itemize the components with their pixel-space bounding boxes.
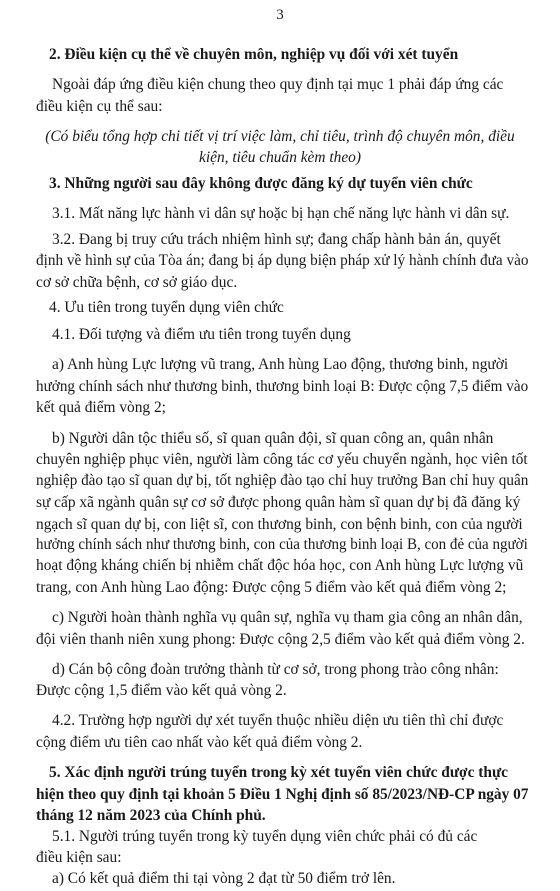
italic-note-line: kiện, tiêu chuẩn kèm theo)	[199, 149, 361, 166]
heading-section-4: 4. Ưu tiên trong tuyển dụng viên chức	[49, 299, 284, 317]
paragraph-line: hưởng chính sách như thương binh, con của thương binh loại B, con đẻ của người	[36, 536, 528, 554]
paragraph-line: a) Anh hùng Lực lượng vũ trang, Anh hùng Lao động, thương binh, người	[52, 355, 509, 373]
paragraph-line: d) Cán bộ công đoàn trưởng thành từ cơ sở, trong phong trào công nhân:	[52, 661, 499, 679]
paragraph-line: a) Có kết quả điểm thi tại vòng 2 đạt từ 50 điểm trở lên.	[52, 870, 396, 887]
paragraph-line: cộng điểm ưu tiên cao nhất vào kết quả điểm vòng 2.	[36, 733, 363, 751]
paragraph-line: trang, con Anh hùng Lao động: Được cộng 5 điểm vào kết quả điểm vòng 2;	[36, 579, 507, 596]
subheading-4-1: 4.1. Đối tượng và điểm ưu tiên trong tuyển dụng	[52, 325, 351, 343]
paragraph-line: hưởng chính sách như thương binh, thương binh loại B: Được cộng 7,5 điểm vào	[36, 377, 529, 395]
paragraph-line: 4.2. Trường hợp người dự xét tuyển thuộc nhiều diện ưu tiên thì chỉ được	[52, 712, 504, 730]
paragraph-line: 5.1. Người trúng tuyển trong kỳ tuyển dụng viên chức phải có đủ các	[52, 828, 478, 846]
paragraph-line: sự cấp xã ngành quân sự cơ sở được phong quân hàm sĩ quan dự bị đã đăng ký	[36, 493, 521, 511]
paragraph-line: Được cộng 1,5 điểm vào kết quả vòng 2.	[36, 682, 287, 699]
paragraph-line: điều kiện sau:	[36, 849, 122, 867]
paragraph-line: b) Người dân tộc thiểu số, sĩ quan quân đội, sĩ quan công an, quân nhân	[52, 429, 494, 447]
paragraph-line: nghiệp đào tạo sĩ quan dự bị, tốt nghiệp đào tạo chỉ huy trưởng Ban chỉ huy quân	[36, 472, 529, 490]
page-number: 3	[276, 7, 284, 23]
paragraph-line: ngạch sĩ quan dự bị, con liệt sĩ, con thương binh, con bệnh binh, con của người	[36, 515, 523, 533]
paragraph-line: kết quả điểm vòng 2;	[36, 398, 166, 416]
paragraph-line: c) Người hoàn thành nghĩa vụ quân sự, nghĩa vụ tham gia công an nhân dân,	[52, 609, 523, 627]
paragraph-line: 3.1. Mất năng lực hành vi dân sự hoặc bị hạn chế năng lực hành vi dân sự.	[52, 204, 510, 222]
paragraph-line: chuyên nghiệp phục viên, người làm công tác cơ yếu chuyển ngành, học viên tốt	[36, 451, 528, 469]
paragraph-line: hoạt động kháng chiến bị nhiễm chất độc hóa học, con Anh hùng Lực lượng vũ	[36, 557, 524, 575]
heading-section-3: 3. Những người sau đây không được đăng ký dự tuyển viên chức	[49, 174, 473, 192]
heading-section-5-line: hiện theo quy định tại khoản 5 Điều 1 Nghị định số 85/2023/NĐ-CP ngày 07	[36, 785, 529, 803]
paragraph-line: định về hình sự của Tòa án; đang bị áp dụng biện pháp xử lý hành chính đưa vào	[36, 252, 529, 269]
heading-section-2: 2. Điều kiện cụ thể về chuyên môn, nghiệp vụ đối với xét tuyển	[49, 46, 459, 63]
heading-section-5: 5. Xác định người trúng tuyển trong kỳ xét tuyển viên chức được thực	[49, 764, 509, 782]
paragraph-line: 3.2. Đang bị truy cứu trách nhiệm hình sự; đang chấp hành bản án, quyết	[52, 231, 501, 249]
paragraph-line: Ngoài đáp ứng điều kiện chung theo quy định tại mục 1 phải đáp ứng các	[52, 76, 504, 94]
paragraph-line: đội viên thanh niên xung phong: Được cộng 2,5 điểm vào kết quả điểm vòng 2.	[36, 630, 525, 648]
paragraph-line: điều kiện cụ thể sau:	[36, 98, 163, 115]
paragraph-line: cơ sở chữa bệnh, cơ sở giáo dục.	[36, 273, 238, 291]
italic-note-line: (Có biểu tổng hợp chi tiết vị trí việc làm, chỉ tiêu, trình độ chuyên môn, điều	[45, 128, 515, 146]
heading-section-5-line: tháng 12 năm 2023 của Chính phủ.	[36, 806, 266, 824]
